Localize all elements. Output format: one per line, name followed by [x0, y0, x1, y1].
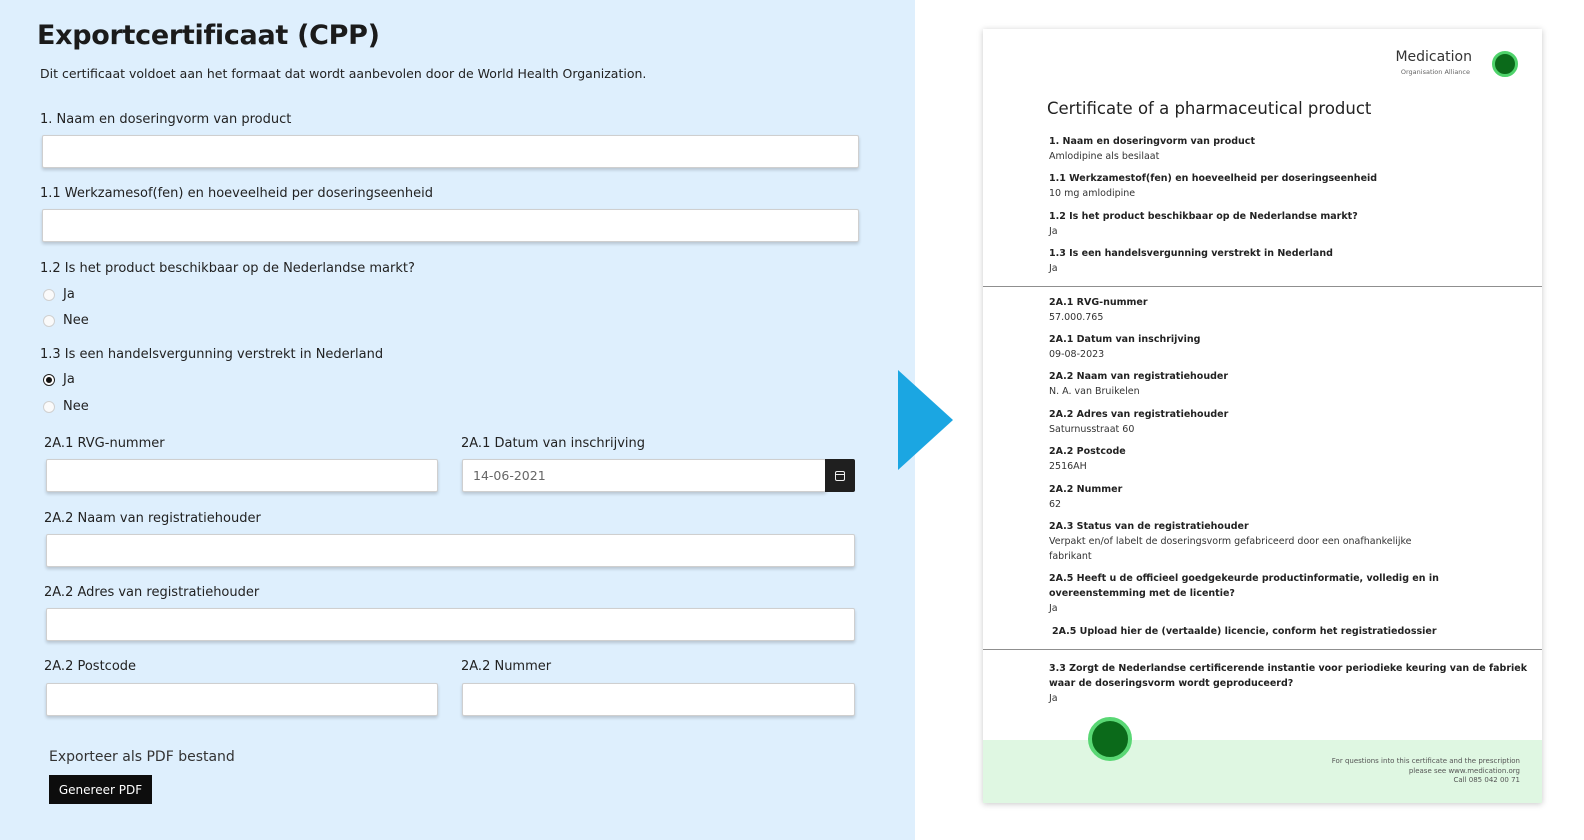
- q12-option-nee[interactable]: [43, 313, 89, 328]
- registration-date-input[interactable]: 14-06-2021: [462, 459, 826, 492]
- active-substance-input[interactable]: [42, 209, 859, 242]
- generate-pdf-button[interactable]: Genereer PDF: [49, 775, 152, 804]
- doc-answer: Saturnusstraat 60: [1049, 424, 1135, 435]
- export-label: Exporteer als PDF bestand: [49, 749, 235, 765]
- doc-answer: Verpakt en/of labelt de doseringsvorm gefabriceerd door een onafhankelijke: [1049, 536, 1412, 547]
- radio-label: Nee: [63, 313, 89, 328]
- doc-answer: Ja: [1049, 693, 1058, 704]
- doc-question: 2A.1 Datum van inschrijving: [1049, 334, 1201, 345]
- holder-address-input[interactable]: [46, 608, 855, 641]
- doc-answer: 09-08-2023: [1049, 349, 1105, 360]
- doc-question: 2A.2 Nummer: [1049, 484, 1123, 495]
- product-name-input[interactable]: [42, 135, 859, 168]
- doc-question: 2A.5 Heeft u de officieel goedgekeurde productinformatie, volledig en in: [1049, 573, 1439, 584]
- logo-subtitle: Organisation Alliance: [1400, 68, 1470, 76]
- doc-answer: N. A. van Bruikelen: [1049, 386, 1140, 397]
- holder-name-input[interactable]: [46, 534, 855, 567]
- q11-label: 1.1 Werkzamesof(fen) en hoeveelheid per doseringseenheid: [40, 186, 433, 201]
- doc-question: 2A.2 Adres van registratiehouder: [1049, 409, 1229, 420]
- q13-label: 1.3 Is een handelsvergunning verstrekt in Nederland: [40, 347, 384, 362]
- q13-option-nee[interactable]: [43, 399, 89, 414]
- doc-question: overeenstemming met de licentie?: [1049, 588, 1235, 599]
- doc-answer: Ja: [1049, 603, 1058, 614]
- doc-answer: Ja: [1049, 226, 1058, 237]
- doc-question: 1. Naam en doseringvorm van product: [1049, 136, 1255, 147]
- doc-answer: fabrikant: [1049, 551, 1092, 562]
- q12-option-ja[interactable]: [43, 287, 75, 302]
- radio-button[interactable]: [43, 289, 55, 301]
- date-picker-button[interactable]: [825, 459, 855, 492]
- arrow-right-icon: [898, 370, 953, 470]
- footer-line: For questions into this certificate and the prescription: [1331, 757, 1520, 765]
- doc-question: 1.3 Is een handelsvergunning verstrekt in Nederland: [1049, 248, 1333, 259]
- doc-question: 1.1 Werkzamestof(fen) en hoeveelheid per doseringseenheid: [1049, 173, 1378, 184]
- doc-answer: 62: [1049, 499, 1062, 510]
- postcode-label: 2A.2 Postcode: [44, 659, 137, 674]
- footer-contact: [1332, 757, 1520, 786]
- radio-label: Ja: [63, 287, 75, 302]
- radio-label: Nee: [63, 399, 89, 414]
- calendar-icon: [835, 471, 845, 481]
- doc-question: 1.2 Is het product beschikbaar op de Nederlandse markt?: [1049, 211, 1358, 222]
- section-divider: [983, 649, 1542, 650]
- rvg-label: 2A.1 RVG-nummer: [44, 436, 165, 451]
- doc-question: 2A.3 Status van de registratiehouder: [1049, 521, 1249, 532]
- page-title: Exportcertificaat (CPP): [37, 20, 380, 51]
- doc-question: 2A.1 RVG-nummer: [1049, 297, 1148, 308]
- postcode-input[interactable]: [46, 683, 438, 716]
- q13-option-ja[interactable]: [43, 372, 75, 387]
- doc-question: 2A.2 Naam van registratiehouder: [1049, 371, 1229, 382]
- date-label: 2A.1 Datum van inschrijving: [461, 436, 645, 451]
- holder-name-label: 2A.2 Naam van registratiehouder: [44, 511, 261, 526]
- doc-answer: Ja: [1049, 263, 1058, 274]
- doc-question: 2A.2 Postcode: [1049, 446, 1126, 457]
- number-label: 2A.2 Nummer: [461, 659, 552, 674]
- q12-label: 1.2 Is het product beschikbaar op de Nederlandse markt?: [40, 261, 415, 276]
- doc-answer: 2516AH: [1049, 461, 1087, 472]
- doc-answer: Amlodipine als besilaat: [1049, 151, 1160, 162]
- logo-icon: [1492, 51, 1518, 77]
- holder-address-label: 2A.2 Adres van registratiehouder: [44, 585, 260, 600]
- house-number-input[interactable]: [462, 683, 855, 716]
- radio-button[interactable]: [43, 401, 55, 413]
- radio-button[interactable]: [43, 315, 55, 327]
- seal-icon: [1088, 717, 1132, 761]
- radio-label: Ja: [63, 372, 75, 387]
- doc-answer: 57.000.765: [1049, 312, 1104, 323]
- logo-name: Medication: [1395, 49, 1472, 65]
- doc-question: waar de doseringsvorm wordt geproduceerd?: [1049, 678, 1294, 689]
- footer-line: Call 085 042 00 71: [1453, 776, 1520, 784]
- doc-answer: 10 mg amlodipine: [1049, 188, 1136, 199]
- doc-question: 2A.5 Upload hier de (vertaalde) licencie, conform het registratiedossier: [1052, 626, 1437, 637]
- radio-button-checked[interactable]: [43, 374, 55, 386]
- q1-label: 1. Naam en doseringvorm van product: [40, 112, 292, 127]
- footer-line: please see www.medication.org: [1408, 766, 1520, 775]
- rvg-number-input[interactable]: [46, 459, 438, 492]
- certificate-preview: [983, 29, 1542, 803]
- certificate-title: Certificate of a pharmaceutical product: [1047, 99, 1372, 118]
- section-divider: [983, 286, 1542, 287]
- doc-question: 3.3 Zorgt de Nederlandse certificerende instantie voor periodieke keuring van de fabriek: [1049, 663, 1528, 674]
- page-subtitle: Dit certificaat voldoet aan het formaat dat wordt aanbevolen door de World Health Organization.: [40, 66, 647, 81]
